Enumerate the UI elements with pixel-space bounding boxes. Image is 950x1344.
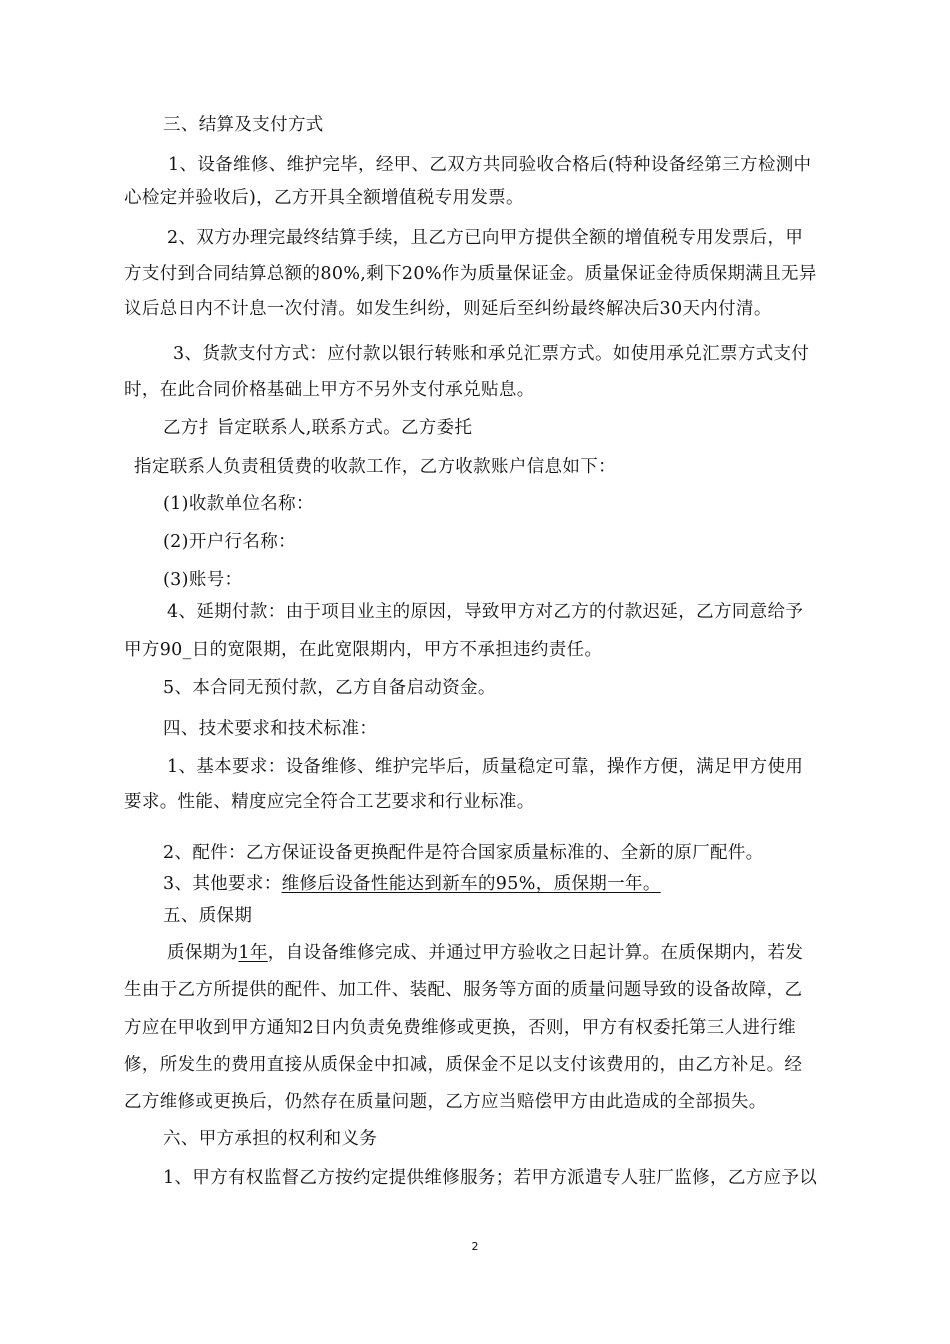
paragraph-line: 要求。性能、精度应完全符合工艺要求和行业标准。 xyxy=(124,792,535,812)
paragraph-line: 2、双方办理完最终结算手续，且乙方已向甲方提供全额的增值税专用发票后，甲 xyxy=(167,228,804,248)
section-heading-4: 四、技术要求和技术标准： xyxy=(163,719,378,739)
paragraph-line: 1、设备维修、维护完毕，经甲、乙双方共同验收合格后(特种设备经第三方检测中 xyxy=(168,155,812,175)
paragraph-line: 4、延期付款：由于项目业主的原因，导致甲方对乙方的付款迟延，乙方同意给予 xyxy=(167,602,804,622)
paragraph-line: 1、基本要求：设备维修、维护完毕后，质量稳定可靠，操作方便，满足甲方使用 xyxy=(167,757,804,777)
account-field-label: (2)开户行名称： xyxy=(163,532,296,552)
warranty-lead: 质保期为 xyxy=(167,943,239,963)
paragraph-line: 2、配件：乙方保证设备更换配件是符合国家质量标准的、全新的原厂配件。 xyxy=(163,843,764,863)
account-field-label: (1)收款单位名称： xyxy=(163,494,314,514)
requirement-label: 3、其他要求： xyxy=(163,874,282,894)
paragraph-line: 指定联系人负责租赁费的收款工作，乙方收款账户信息如下： xyxy=(134,457,616,477)
paragraph-line: 乙方扌旨定联系人,联系方式。乙方委托 xyxy=(163,418,473,438)
section-heading-6: 六、甲方承担的权利和义务 xyxy=(163,1129,378,1149)
paragraph-line: 5、本合同无预付款，乙方自备启动资金。 xyxy=(163,678,496,698)
page-number: 2 xyxy=(471,1240,479,1253)
paragraph-line: 时，在此合同价格基础上甲方不另外支付承兑贴息。 xyxy=(124,380,535,400)
warranty-rest: ，自设备维修完成、并通过甲方验收之日起计算。在质保期内，若发 xyxy=(267,943,804,963)
warranty-term: 1年 xyxy=(238,943,268,963)
paragraph-line: 生由于乙方所提供的配件、加工件、装配、服务等方面的质量问题导致的设备故障，乙 xyxy=(124,980,803,1000)
paragraph-line xyxy=(167,941,803,965)
section-heading-3: 三、结算及支付方式 xyxy=(163,115,324,135)
account-field-label: (3)账号： xyxy=(163,570,243,590)
paragraph-line: 修，所发生的费用直接从质保金中扣减，质保金不足以支付该费用的，由乙方补足。经 xyxy=(124,1055,803,1075)
paragraph-line: 甲方90_日的宽限期，在此宽限期内，甲方不承担违约责任。 xyxy=(124,640,603,660)
paragraph-line: 3、货款支付方式：应付款以银行转账和承兑汇票方式。如使用承兑汇票方式支付 xyxy=(173,344,810,364)
section-heading-5: 五、质保期 xyxy=(163,906,253,926)
paragraph-line: 1、甲方有权监督乙方按约定提供维修服务；若甲方派遣专人驻厂监修，乙方应予以 xyxy=(163,1168,818,1188)
paragraph-line: 心检定并验收后)，乙方开具全额增值税专用发票。 xyxy=(124,188,524,208)
paragraph-line xyxy=(163,872,661,896)
paragraph-line: 乙方维修或更换后，仍然存在质量问题，乙方应当赔偿甲方由此造成的全部损失。 xyxy=(124,1092,767,1112)
underlined-requirement: 维修后设备性能达到新车的95%，质保期一年。 xyxy=(281,874,661,894)
paragraph-line: 议后总日内不计息一次付清。如发生纠纷，则延后至纠纷最终解决后30天内付清。 xyxy=(124,299,772,319)
paragraph-line: 方支付到合同结算总额的80%,剩下20%作为质量保证金。质量保证金待质保期满且无异 xyxy=(124,264,817,284)
paragraph-line: 方应在甲收到甲方通知2日内负责免费维修或更换，否则，甲方有权委托第三人进行维 xyxy=(124,1018,796,1038)
